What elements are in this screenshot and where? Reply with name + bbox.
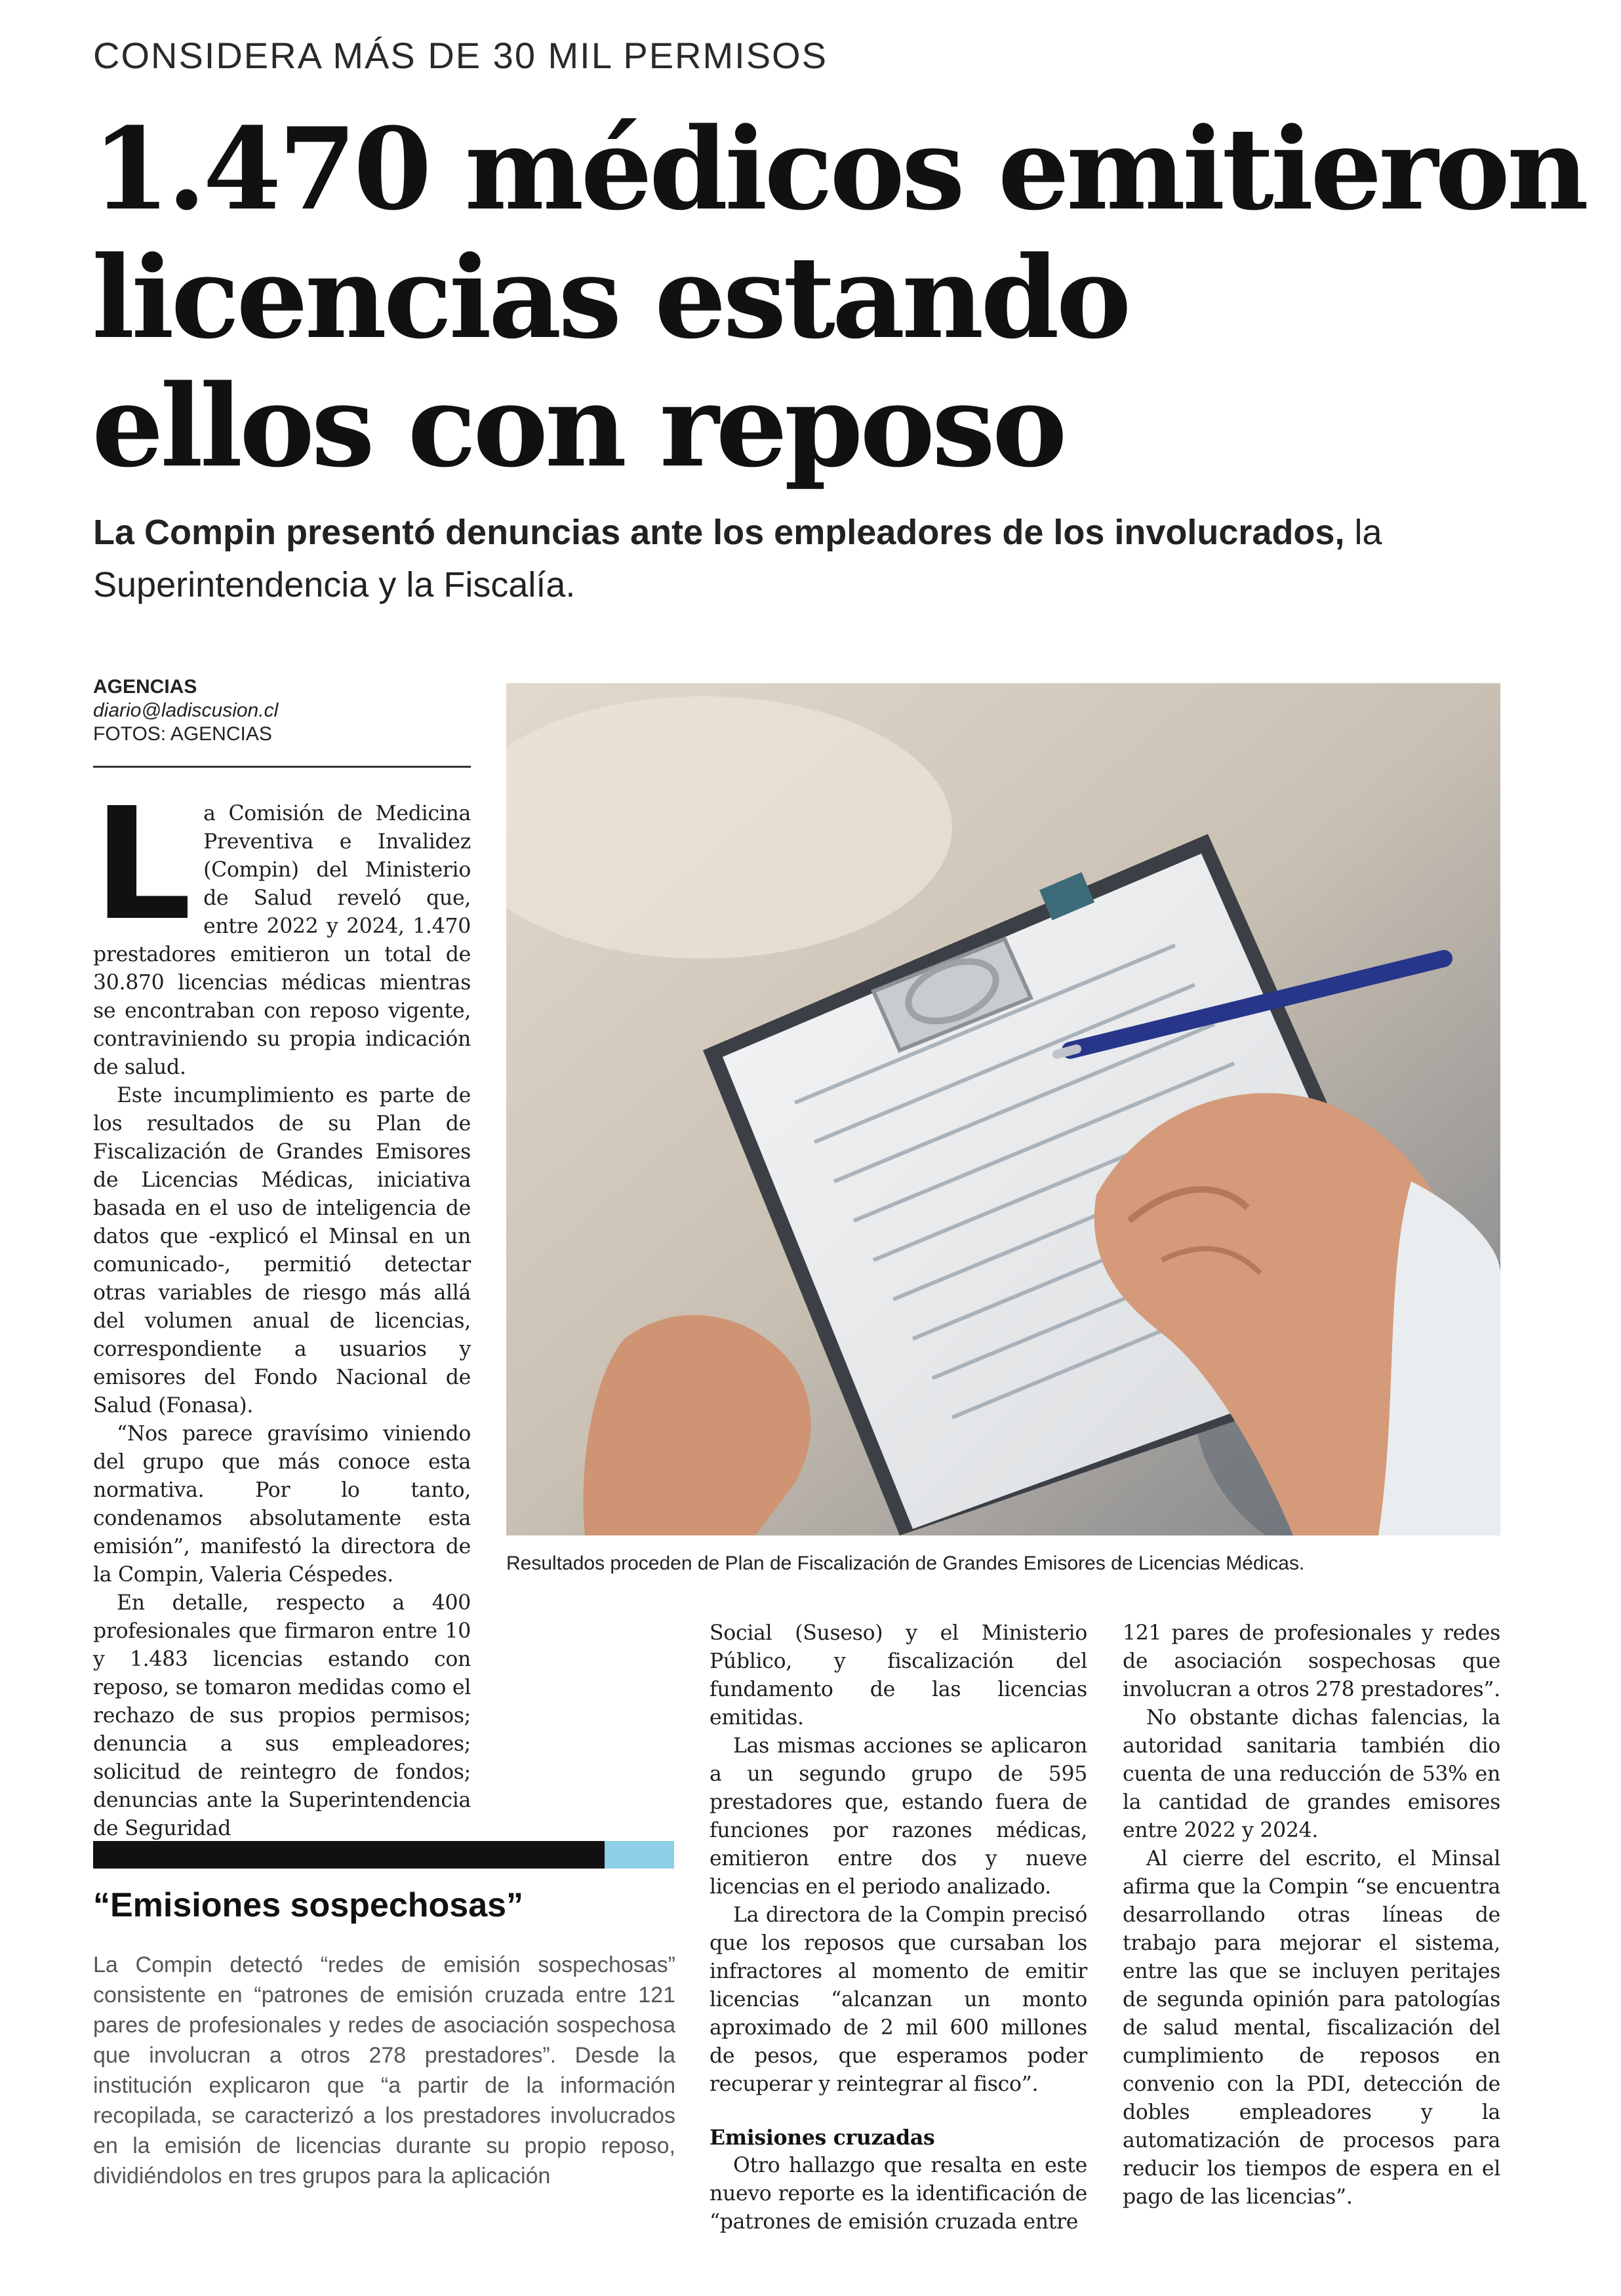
- subheadline-bold: La Compin presentó denuncias ante los empleadores de los involucrados,: [93, 513, 1345, 552]
- headline-line-2: licencias estando: [92, 231, 1129, 364]
- drop-cap: L: [93, 774, 192, 955]
- headline-line-1: 1.470 médicos emitieron: [92, 102, 1586, 235]
- paragraph-10: No obstante dichas falencias, la autoridad sanitaria también dio cuenta de una reducción de 53% en la cantidad de grandes emisores entre 2022 y 2024.: [1123, 1706, 1500, 1842]
- sidebar-bar-black: [93, 1841, 605, 1869]
- paragraph-9: 121 pares de profesionales y redes de asociación sospechosas que involucran a otros 278 prestadores”.: [1123, 1621, 1500, 1701]
- sidebar-text: La Compin detectó “redes de emisión sospechosas” consistente en “patrones de emisión cruzada entre 121 pares de profesionales y redes de asociación sospechosa que involucran a otros 278 prestadores”. Desde la institución explicaron que “a partir de la información recopilada, se caracterizó a los prestadores involucrados en la emisión de licencias durante su propio reposo, dividiéndolos en tres grupos para la aplicación: [93, 1952, 675, 2188]
- paragraph-1: [93, 774, 471, 1082]
- byline-agency: AGENCIAS: [93, 676, 197, 698]
- paragraph-3: “Nos parece gravísimo viniendo del grupo que más conoce esta normativa. Por lo tanto, condenamos absolutamente esta emisión”, manifestó la directora de la Compin, Valeria Céspedes.: [93, 1422, 471, 1587]
- paragraph-7: La directora de la Compin precisó que los reposos que cursaban los infractores al momento de emitir licencias “alcanzan un monto aproximado de 2 mil 600 millones de pesos, que esperamos poder recuperar y reintegrar al fisco”.: [710, 1903, 1087, 2096]
- byline-divider: [93, 766, 471, 768]
- kicker: CONSIDERA MÁS DE 30 MIL PERMISOS: [93, 35, 828, 76]
- subheadline: [93, 506, 1536, 611]
- article-column-1: [93, 774, 471, 1843]
- paragraph-4: En detalle, respecto a 400 profesionales que firmaron entre 10 y 1.483 licencias estando con reposo, se tomaron medidas como el rechazo de sus propios permisos; denuncia a sus empleadores; solicitud de reintegro de fondos; denuncias ante la Superintendencia de Seguridad: [93, 1591, 471, 1840]
- byline: [93, 675, 471, 746]
- headline-line-3: ellos con reposo: [92, 359, 1064, 492]
- paragraph-1-text: a Comisión de Medicina Preventiva e Invalidez (Compin) del Ministerio de Salud reveló que, entre 2022 y 2024, 1.470 prestadores emitieron un total de 30.870 licencias médicas mientras se encontraban con reposo vigente, contraviniendo su propia indicación de salud.: [93, 802, 471, 1079]
- subheadline-rest: la Superintendencia y la Fiscalía.: [93, 513, 1382, 604]
- article-photo: [506, 683, 1500, 1535]
- article-column-2: [710, 1619, 1087, 2236]
- clipboard-photo-illustration: [506, 683, 1500, 1535]
- paragraph-11: Al cierre del escrito, el Minsal afirma que la Compin “se encuentra desarrollando otras líneas de trabajo para mejorar el sistema, entre las que se incluyen peritajes de segunda opinión para patologías de salud mental, fiscalización del cumplimiento de reposos en convenio con la PDI, detección de dobles empleadores y la automatización de procesos para reducir los tiempos de espera en el pago de las licencias”.: [1123, 1847, 1500, 2209]
- sidebar-bar-blue: [605, 1841, 674, 1869]
- photo-caption: Resultados proceden de Plan de Fiscalización de Grandes Emisores de Licencias Médicas.: [506, 1553, 1305, 1574]
- byline-email: diario@ladiscusion.cl: [93, 700, 279, 721]
- paragraph-6: Las mismas acciones se aplicaron a un segundo grupo de 595 prestadores que, estando fuera de funciones por razones médicas, emitieron entre dos y nueve licencias en el periodo analizado.: [710, 1734, 1087, 1899]
- paragraph-8: Otro hallazgo que resalta en este nuevo reporte es la identificación de “patrones de emisión cruzada entre: [710, 2154, 1087, 2234]
- byline-photo-credit: FOTOS: AGENCIAS: [93, 723, 272, 745]
- paragraph-2: Este incumplimiento es parte de los resultados de su Plan de Fiscalización de Grandes Emisores de Licencias Médicas, iniciativa basada en el uso de inteligencia de datos que -explicó el Minsal en un comunicado-, permitió detectar otras variables de riesgo más allá del volumen anual de licencias, correspondiente a usuarios y emisores del Fondo Nacional de Salud (Fonasa).: [93, 1084, 471, 1417]
- paragraph-5: Social (Suseso) y el Ministerio Público, y fiscalización del fundamento de las licencias emitidas.: [710, 1621, 1087, 1730]
- sidebar-title: “Emisiones sospechosas”: [93, 1886, 524, 1924]
- article-column-3: [1123, 1619, 1500, 2211]
- headline: [92, 102, 1586, 492]
- section-heading-emisiones-cruzadas: Emisiones cruzadas: [710, 2126, 935, 2150]
